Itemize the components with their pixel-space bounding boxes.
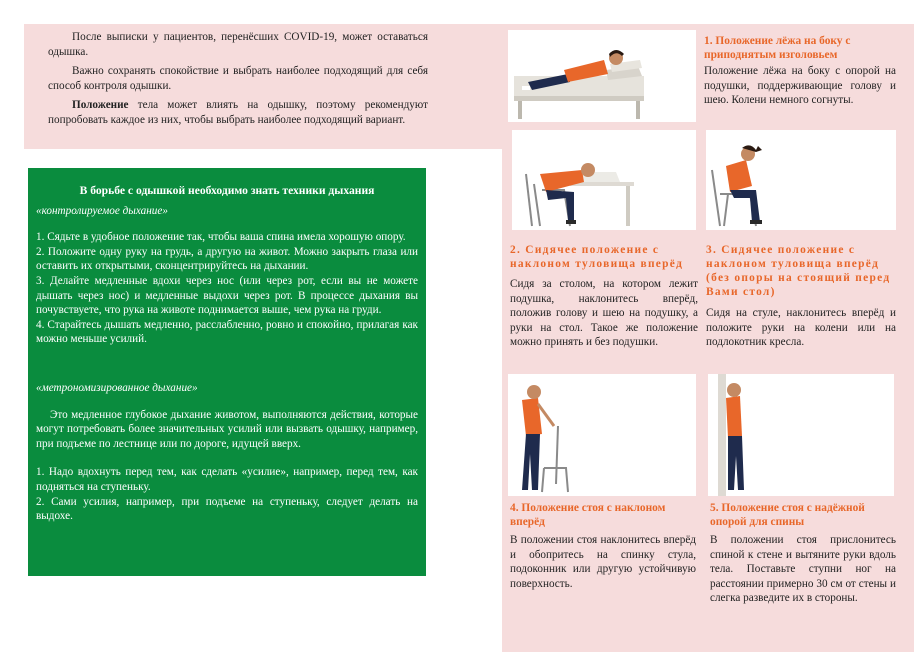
metronome-step: 1. Надо вдохнуть перед тем, как сделать «усилие», например, перед тем, как подняться на ступеньку.: [36, 466, 418, 493]
position-1-text: Положение лёжа на боку с опорой на подушки, поддерживающие голову и шею. Колени немного согнуты.: [704, 65, 896, 107]
intro-block: [24, 24, 502, 149]
controlled-step: 3. Делайте медленные вдохи через нос (или через рот, если вы не можете дышать через нос) и медленные выдохи через рот. В процессе дыхания вы почувствуете, что рука на животе поднимается выше, чем рука на груди.: [36, 274, 418, 317]
breathing-title: В борьбе с одышкой необходимо знать техники дыхания: [79, 184, 375, 197]
position-4-title: 4. Положение стоя с наклоном вперёд: [510, 502, 666, 528]
metronome-step: 2. Сами усилия, например, при подъеме на ступеньку, следует делать на выдохе.: [36, 495, 418, 523]
standing-wall-image: [708, 374, 894, 496]
position-5-text: В положении стоя прислонитесь спиной к стене и вытяните руки вдоль тела. Поставьте ступни ног на расстоянии примерно 30 см от стены и слегка разведите их в стороны.: [710, 534, 896, 605]
sitting-at-table-image: [512, 130, 696, 230]
intro-paragraph-1: После выписки у пациентов, перенёсших COVID-19, может оставаться одышка.: [48, 31, 428, 58]
controlled-step: 1. Сядьте в удобное положение так, чтобы ваша спина имела хорошую опору.: [36, 231, 406, 244]
metronome-breathing-title: «метрономизированное дыхание»: [36, 381, 198, 394]
intro-paragraph-3-rest: тела может влиять на одышку, поэтому рекомендуют попробовать каждое из них, чтобы выбрать наиболее подходящий вариант.: [48, 99, 428, 126]
position-2-title: 2. Сидячее положение с наклоном туловища вперёд: [510, 244, 684, 270]
position-3-text: Сидя на стуле, наклонитесь вперёд и положите руки на колени или на подлокотник кресла.: [706, 307, 896, 349]
metronome-steps: [36, 465, 418, 523]
breathing-techniques-box: [28, 168, 426, 576]
lying-position-image: [508, 30, 696, 122]
standing-lean-image: [508, 374, 696, 496]
position-1-title: 1. Положение лёжа на боку с приподнятым изголовьем: [704, 35, 851, 61]
intro-paragraph-3: [48, 98, 428, 128]
position-5-title: 5. Положение стоя с надёжной опорой для спины: [710, 502, 865, 528]
controlled-step: 4. Старайтесь дышать медленно, расслабленно, ровно и спокойно, прилагая как можно меньше усилий.: [36, 318, 418, 346]
position-3-title: 3. Сидячее положение с наклоном туловища вперёд (без опоры на стоящий перед Вами стол): [706, 244, 891, 298]
position-4-text: В положении стоя наклонитесь вперёд и обопритесь на спинку стула, подоконник или другую устойчивую поверхность.: [510, 534, 696, 590]
metronome-description: Это медленное глубокое дыхание животом, выполняются действия, которые могут потребовать более значительных усилий или вызвать одышку, например, при подъеме по лестнице или по дороге, идущей вверх.: [36, 408, 418, 450]
intro-bold-word: Положение: [72, 99, 129, 111]
sitting-leaning-image: [706, 130, 896, 230]
controlled-breathing-title: «контролируемое дыхание»: [36, 204, 168, 217]
position-2-text: Сидя за столом, на котором лежит подушка, наклонитесь вперёд, положив голову и шею на подушку, а руки на стол. Такое же положение можно принять и без подушки.: [510, 278, 698, 349]
controlled-step: 2. Положите одну руку на грудь, а другую на живот. Можно закрыть глаза или оставить их открытыми, сконцентрируйтесь на дыхании.: [36, 245, 418, 273]
intro-paragraph-2: Важно сохранять спокойствие и выбрать наиболее подходящий для себя способ контроля одышки.: [48, 65, 428, 92]
controlled-steps: [36, 230, 418, 347]
